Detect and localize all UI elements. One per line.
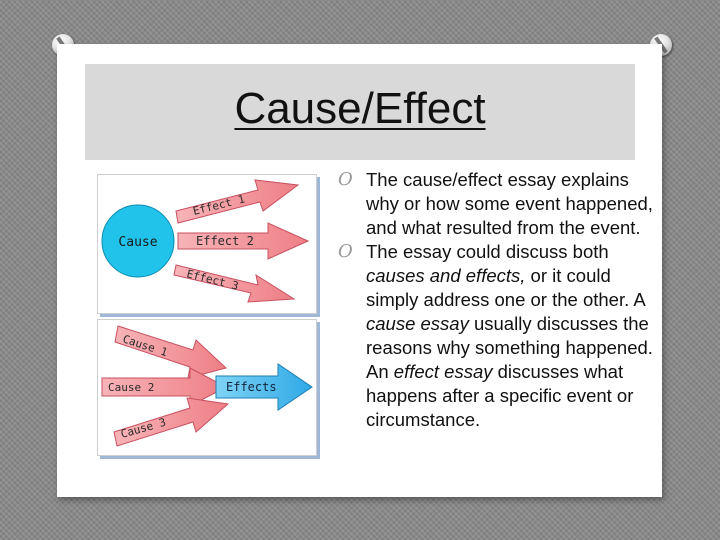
bullet-item <box>337 168 657 240</box>
effects-diagram-panel <box>97 319 317 456</box>
effects-label: Effects <box>226 380 277 394</box>
effect-3-label: Effect 3 <box>185 267 240 293</box>
cause-multiple-effects-diagram <box>98 175 316 313</box>
cause-circle-label: Cause <box>118 235 158 250</box>
bullet-marker-icon: O <box>338 169 353 190</box>
bullet-text: or it could simply address one or the other. A <box>366 265 645 310</box>
title-band <box>85 64 635 160</box>
cause-2-label: Cause 2 <box>108 381 155 394</box>
bullet-marker-icon: O <box>338 241 353 262</box>
bullet-text: essay explains why or how some event happened, and what resulted from the event. <box>366 169 653 238</box>
multiple-causes-effect-diagram <box>98 320 316 455</box>
bullet-text: The <box>366 169 404 190</box>
cause-3-arrow <box>114 398 228 446</box>
cause-1-label: Cause 1 <box>121 332 170 360</box>
effect-2-label: Effect 2 <box>196 234 254 248</box>
bullet-text: cause/effect <box>403 169 503 190</box>
bullet-text: causes and effects, <box>366 265 526 286</box>
slide <box>57 44 662 497</box>
cause-3-label: Cause 3 <box>119 415 168 441</box>
bullet-text: usually discusses the reasons why something happened. An <box>366 313 653 382</box>
bullet-item <box>337 240 657 432</box>
bullet-list <box>337 168 657 432</box>
bullet-text: effect essay <box>393 361 493 382</box>
effect-1-label: Effect 1 <box>191 192 247 218</box>
slide-title: Cause/Effect <box>234 84 486 133</box>
bullet-text: cause essay <box>366 313 469 334</box>
cause-diagram-panel <box>97 174 317 314</box>
bullet-text: discusses what happens after a specific event or circumstance. <box>366 361 634 430</box>
bullet-text: The essay could discuss both <box>366 241 609 262</box>
